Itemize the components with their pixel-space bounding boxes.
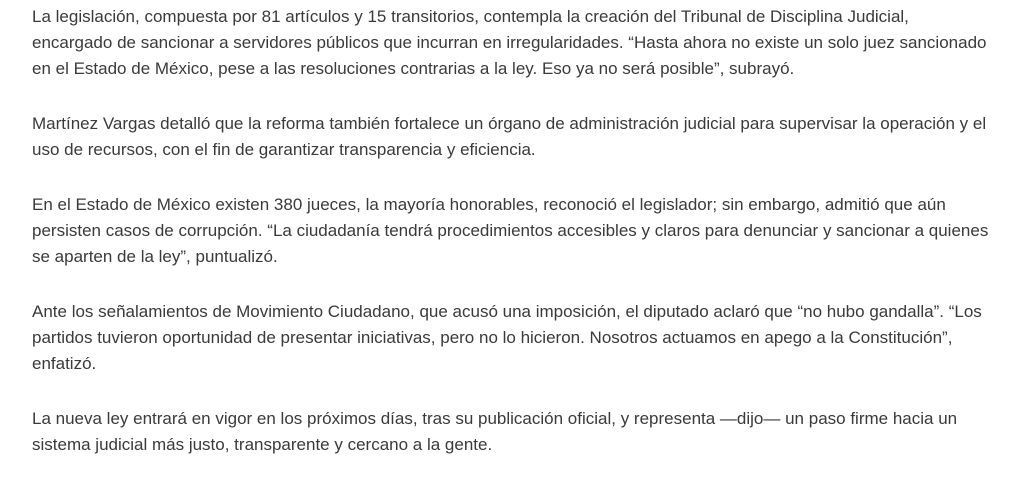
paragraph-tribunal: La legislación, compuesta por 81 artículos y 15 transitorios, contempla la creación del Tribunal de Disciplina Judicial, encargado de sancionar a servidores públicos que incurran en irregularidades. “Hasta ahora no existe un solo juez sancionado en el Estado de México, pese a las resoluciones contrarias a la ley. Eso ya no será posible”, subrayó. [32,7,987,78]
article-body [32,4,992,487]
paragraph-entrada-en-vigor: La nueva ley entrará en vigor en los próximos días, tras su publicación oficial, y representa —dijo— un paso firme hacia un sistema judicial más justo, transparente y cercano a la gente. [32,409,958,454]
paragraph-movimiento-ciudadano: Ante los señalamientos de Movimiento Ciudadano, que acusó una imposición, el diputado aclaró que “no hubo gandalla”. “Los partidos tuvieron oportunidad de presentar iniciativas, pero no lo hicieron. Nosotros actuamos en apego a la Constitución”, enfatizó. [32,302,982,373]
paragraph-jueces: En el Estado de México existen 380 jueces, la mayoría honorables, reconoció el legislador; sin embargo, admitió que aún persisten casos de corrupción. “La ciudadanía tendrá procedimientos accesibles y claros para denunciar y sancionar a quienes se aparten de la ley”, puntualizó. [32,195,989,266]
paragraph-organo-administracion: Martínez Vargas detalló que la reforma también fortalece un órgano de administración judicial para supervisar la operación y el uso de recursos, con el fin de garantizar transparencia y eficiencia. [32,114,987,159]
